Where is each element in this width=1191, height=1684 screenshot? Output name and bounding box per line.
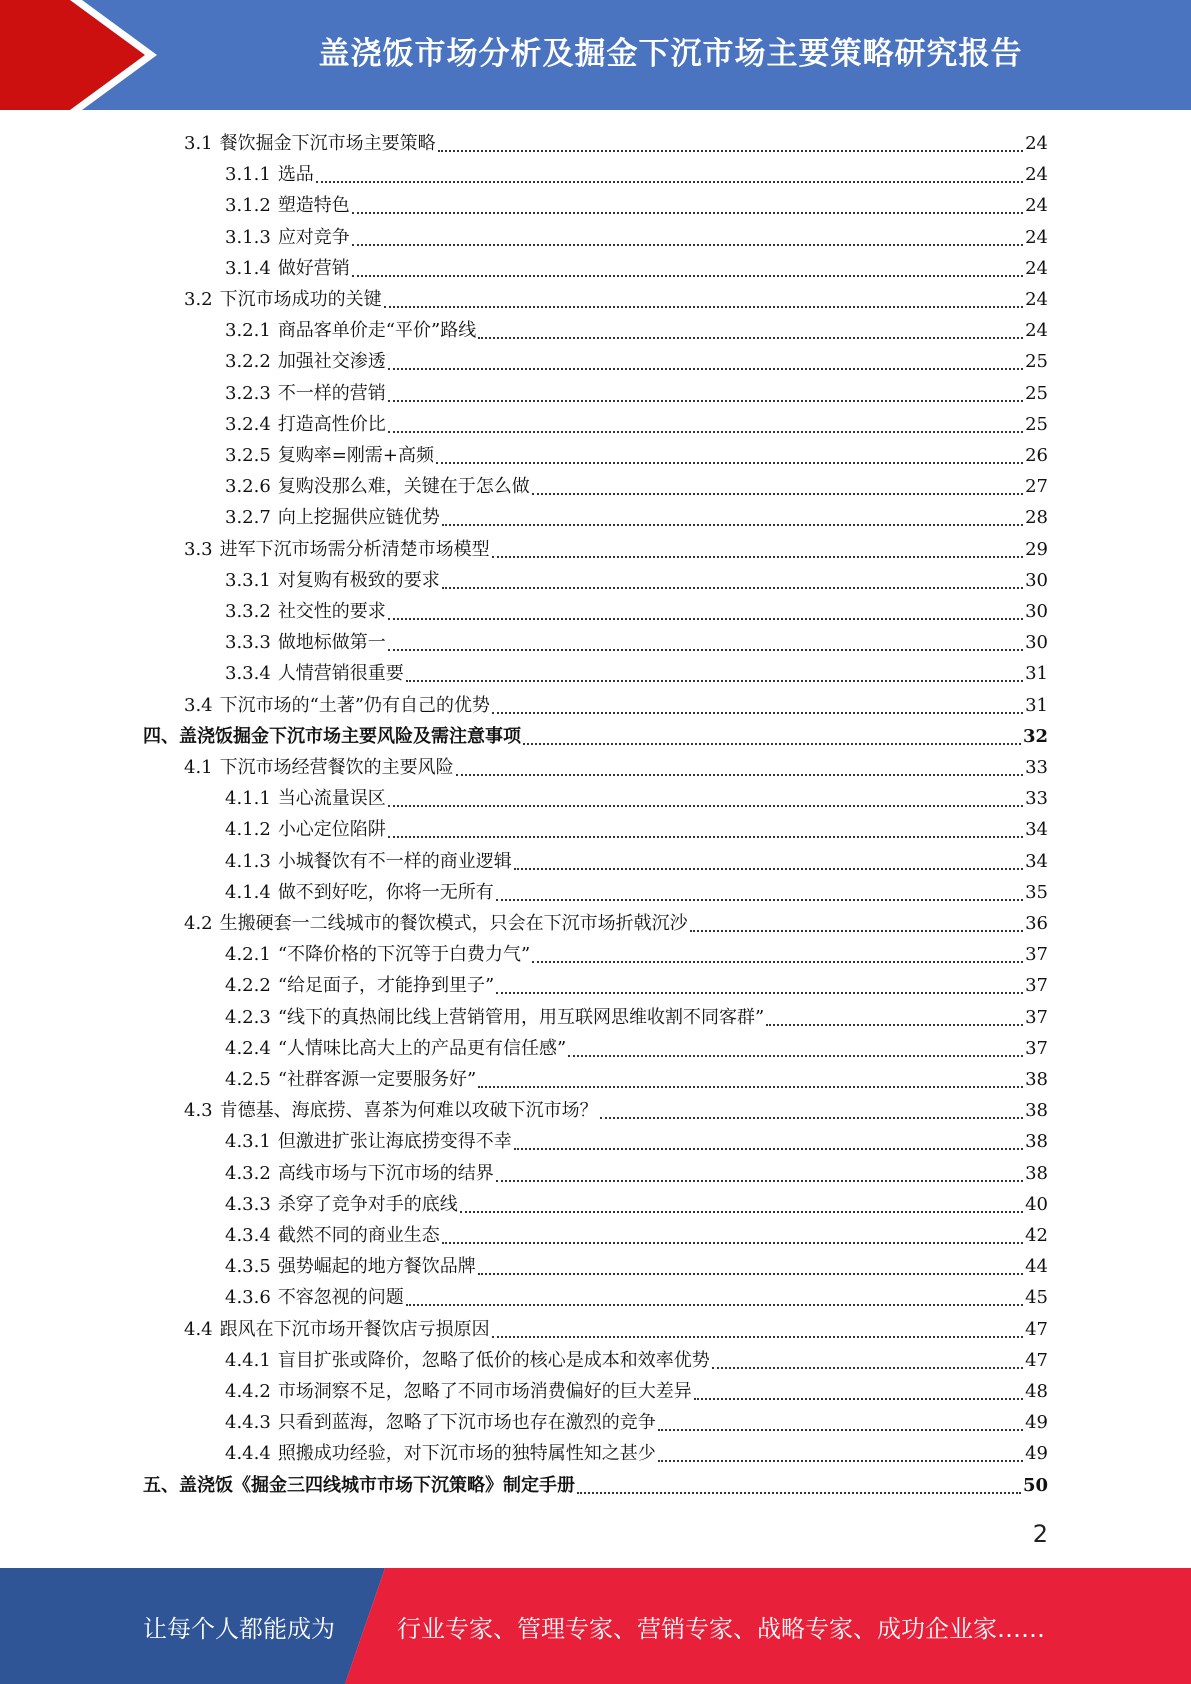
toc-dot-leader [388,399,1023,402]
toc-entry-title: 但激进扩张让海底捞变得不幸 [277,1131,512,1153]
toc-entry-number: 3.2.4 [225,413,271,435]
toc-entry-number: 4.3.1 [225,1131,271,1153]
toc-entry-title: 盲目扩张或降价，忽略了低价的核心是成本和效率优势 [277,1349,710,1371]
toc-entry-page: 49 [1025,1443,1048,1465]
toc-entry-title: 复购率=刚需+高频 [277,445,434,466]
toc-entry-number: 3.3.2 [225,601,271,622]
report-title: 盖浇饭市场分析及掘金下沉市场主要策略研究报告 [318,35,1023,72]
toc-entry[interactable] [225,222,1048,253]
toc-entry-number: 4.2.4 [225,1037,271,1059]
toc-entry-title: “人情味比高大上的产品更有信任感” [277,1037,567,1059]
toc-entry-title: 应对竞争 [277,226,350,248]
toc-entry-page: 44 [1025,1256,1048,1278]
toc-entry-number: 3.1 [184,133,213,154]
toc-entry-title: “给足面子，才能挣到里子” [277,975,495,997]
toc-dot-leader [352,211,1023,214]
toc-dot-leader [316,180,1023,183]
toc-dot-leader [532,492,1023,495]
toc-entry-page: 24 [1025,320,1048,342]
toc-entry-number: 3.2 [184,289,213,310]
toc-dot-leader [492,1335,1023,1338]
toc-entry[interactable] [225,1376,1048,1407]
toc-entry[interactable] [184,128,1048,159]
toc-entry-title: 商品客单价走“平价”路线 [277,320,477,342]
toc-entry[interactable] [225,1033,1048,1064]
toc-entry-number: 4.1 [184,757,213,778]
toc-entry-title: 五、盖浇饭《掘金三四线城市市场下沉策略》制定手册 [143,1474,575,1496]
toc-entry-title: 截然不同的商业生态 [277,1225,440,1246]
toc-dot-leader [388,648,1023,651]
toc-entry[interactable] [225,970,1048,1001]
toc-dot-leader [690,929,1023,932]
toc-entry-page: 38 [1025,1069,1048,1090]
toc-entry-page: 24 [1025,257,1048,279]
toc-entry-page: 33 [1025,757,1048,778]
toc-entry-page: 36 [1025,913,1048,934]
toc-entry-page: 28 [1025,507,1048,529]
toc-entry-title: “线下的真热闹比线上营销管用，用互联网思维收割不同客群” [277,1006,765,1028]
toc-entry[interactable] [225,346,1048,377]
toc-dot-leader [352,243,1023,246]
toc-entry-page: 42 [1025,1225,1048,1246]
toc-entry-page: 37 [1025,975,1048,997]
toc-entry[interactable] [225,627,1048,658]
toc-entry-page: 24 [1025,289,1048,310]
toc-entry-number: 3.1.4 [225,257,271,279]
toc-entry[interactable] [184,690,1048,721]
toc-entry-number: 4.2.5 [225,1069,271,1090]
toc-entry[interactable] [225,190,1048,221]
toc-entry-number: 3.3.3 [225,632,271,654]
toc-entry-number: 3.1.1 [225,164,271,186]
toc-dot-leader [388,430,1023,433]
toc-entry-page: 38 [1025,1100,1048,1122]
toc-entry-page: 30 [1025,569,1048,591]
toc-dot-leader [694,1397,1023,1400]
toc-entry-title: 下沉市场经营餐饮的主要风险 [219,757,454,778]
toc-entry-title: 不容忽视的问题 [277,1287,404,1309]
toc-entry-title: 下沉市场的“土著”仍有自己的优势 [219,694,491,716]
toc-dot-leader [577,1491,1021,1494]
toc-entry[interactable] [225,159,1048,190]
toc-entry-number: 4.1.4 [225,881,271,903]
toc-entry-page: 31 [1025,694,1048,716]
toc-entry-title: 四、盖浇饭掘金下沉市场主要风险及需注意事项 [143,725,521,747]
toc-dot-leader [442,586,1023,589]
toc-entry-title: 打造高性价比 [277,413,386,435]
toc-entry-page: 49 [1025,1412,1048,1434]
toc-dot-leader [352,274,1023,277]
toc-entry-title: 只看到蓝海，忽略了下沉市场也存在激烈的竞争 [277,1412,656,1434]
toc-entry-page: 27 [1025,476,1048,498]
toc-entry-title: 杀穿了竞争对手的底线 [277,1193,458,1215]
toc-entry-title: “不降价格的下沉等于白费力气” [277,944,531,966]
toc-entry[interactable] [225,253,1048,284]
toc-entry-page: 30 [1025,632,1048,654]
toc-entry[interactable] [143,1470,1048,1501]
toc-dot-leader [384,305,1023,308]
toc-entry-title: 小城餐饮有不一样的商业逻辑 [277,850,512,872]
toc-dot-leader [496,1179,1023,1182]
toc-entry-number: 4.4 [184,1318,213,1340]
toc-dot-leader [492,555,1023,558]
toc-entry[interactable] [225,1002,1048,1033]
toc-entry[interactable] [184,284,1048,315]
toc-entry-title: 下沉市场成功的关键 [219,289,382,310]
toc-entry-page: 25 [1025,413,1048,435]
toc-entry[interactable] [225,1251,1048,1282]
toc-entry-number: 3.1.2 [225,195,271,217]
toc-entry-number: 4.4.4 [225,1443,271,1465]
toc-entry-number: 3.2.6 [225,476,271,498]
toc-dot-leader [766,1023,1023,1026]
toc-dot-leader [514,1147,1023,1150]
toc-entry-title: 市场洞察不足，忽略了不同市场消费偏好的巨大差异 [277,1381,692,1402]
toc-entry-page: 24 [1025,164,1048,186]
toc-entry[interactable] [225,1158,1048,1189]
toc-entry-number: 4.1.2 [225,819,271,841]
toc-entry[interactable] [225,1407,1048,1438]
toc-entry-title: 照搬成功经验，对下沉市场的独特属性知之甚少 [277,1443,656,1465]
toc-entry-number: 4.2.3 [225,1006,271,1028]
toc-entry-page: 40 [1025,1193,1048,1215]
toc-dot-leader [523,742,1021,745]
toc-dot-leader [460,1210,1023,1213]
toc-entry-number: 4.3 [184,1100,213,1122]
toc-entry-title: 做不到好吃，你将一无所有 [277,881,494,903]
toc-dot-leader [658,1428,1023,1431]
toc-entry-page: 29 [1025,538,1048,560]
toc-entry-title: 复购没那么难，关键在于怎么做 [277,476,530,498]
toc-entry-page: 25 [1025,382,1048,404]
toc-entry-number: 4.1.1 [225,788,271,810]
toc-entry-title: 做地标做第一 [277,632,386,654]
toc-entry-page: 25 [1025,351,1048,373]
toc-entry-number: 3.3.1 [225,569,271,591]
toc-dot-leader [388,367,1023,370]
toc-entry-title: “社群客源一定要服务好” [277,1069,477,1090]
toc-entry-title: 肯德基、海底捞、喜茶为何难以攻破下沉市场？ [219,1100,598,1122]
toc-entry-page: 50 [1022,1474,1048,1496]
toc-entry[interactable] [225,846,1048,877]
toc-entry[interactable] [225,440,1048,471]
toc-dot-leader [388,835,1023,838]
toc-entry-number: 4.2.2 [225,975,271,997]
toc-entry[interactable] [225,596,1048,627]
toc-entry[interactable] [225,783,1048,814]
toc-entry[interactable] [225,378,1048,409]
toc-entry-title: 餐饮掘金下沉市场主要策略 [219,133,436,154]
toc-entry-title: 强势崛起的地方餐饮品牌 [277,1256,476,1278]
toc-dot-leader [496,991,1023,994]
toc-entry[interactable] [225,1282,1048,1313]
toc-entry-page: 32 [1022,725,1048,747]
toc-entry[interactable] [225,471,1048,502]
toc-dot-leader [406,679,1023,682]
toc-entry-number: 3.2.5 [225,445,271,466]
toc-entry[interactable] [184,752,1048,783]
toc-entry[interactable] [225,409,1048,440]
toc-dot-leader [478,336,1023,339]
toc-entry[interactable] [225,1345,1048,1376]
toc-dot-leader [438,149,1023,152]
toc-entry-number: 4.3.2 [225,1162,271,1184]
toc-entry-number: 4.3.6 [225,1287,271,1309]
toc-entry-number: 3.1.3 [225,226,271,248]
toc-entry-number: 4.2.1 [225,944,271,966]
toc-entry-number: 3.2.3 [225,382,271,404]
toc-dot-leader [388,617,1023,620]
toc-entry-number: 3.2.7 [225,507,271,529]
toc-dot-leader [478,1085,1023,1088]
toc-entry-page: 34 [1025,850,1048,872]
toc-entry[interactable] [225,1126,1048,1157]
toc-entry-number: 3.3 [184,538,213,560]
toc-entry[interactable] [143,721,1048,752]
toc-entry-title: 当心流量误区 [277,788,386,810]
toc-entry[interactable] [184,1314,1048,1345]
toc-entry-title: 向上挖掘供应链优势 [277,507,440,529]
toc-entry-number: 3.2.2 [225,351,271,373]
toc-entry-title: 生搬硬套一二线城市的餐饮模式，只会在下沉市场折戟沉沙 [219,913,688,934]
toc-entry-page: 31 [1025,663,1048,685]
toc-entry[interactable] [225,1438,1048,1469]
toc-entry[interactable] [225,1220,1048,1251]
page-footer [0,1568,1191,1684]
toc-dot-leader [442,523,1023,526]
toc-entry-number: 4.4.2 [225,1381,271,1402]
toc-entry[interactable] [225,1064,1048,1095]
toc-entry-title: 加强社交渗透 [277,351,386,373]
toc-dot-leader [658,1459,1023,1462]
toc-entry-title: 塑造特色 [277,195,350,217]
toc-entry-page: 37 [1025,944,1048,966]
toc-dot-leader [568,1054,1023,1057]
toc-entry-page: 30 [1025,601,1048,622]
toc-dot-leader [514,867,1023,870]
toc-entry-page: 45 [1025,1287,1048,1309]
page-header [0,0,1191,110]
footer-slogan: 让每个人都能成为 [143,1614,335,1643]
toc-entry-page: 24 [1025,195,1048,217]
toc-dot-leader [436,461,1023,464]
toc-entry-number: 4.3.5 [225,1256,271,1278]
toc-entry-page: 37 [1025,1037,1048,1059]
toc-entry[interactable] [225,814,1048,845]
toc-entry-title: 跟风在下沉市场开餐饮店亏损原因 [219,1318,490,1340]
toc-entry-page: 35 [1025,881,1048,903]
footer-roles: 行业专家、管理专家、营销专家、战略专家、成功企业家…… [397,1614,1045,1643]
toc-dot-leader [478,1272,1023,1275]
toc-entry-title: 选品 [277,164,314,186]
toc-entry[interactable] [184,534,1048,565]
toc-entry-title: 对复购有极致的要求 [277,569,440,591]
toc-entry-number: 3.2.1 [225,320,271,342]
toc-entry-page: 24 [1025,133,1048,154]
toc-entry[interactable] [225,315,1048,346]
toc-dot-leader [532,960,1023,963]
toc-entry-title: 高线市场与下沉市场的结界 [277,1162,494,1184]
toc-dot-leader [492,711,1023,714]
toc-dot-leader [406,1303,1023,1306]
toc-dot-leader [456,773,1023,776]
toc-entry[interactable] [225,877,1048,908]
toc-entry-number: 4.2 [184,913,213,934]
toc-entry[interactable] [225,502,1048,533]
toc-entry[interactable] [225,1189,1048,1220]
toc-entry-title: 人情营销很重要 [277,663,404,685]
toc-entry-number: 4.3.4 [225,1225,271,1246]
toc-entry-page: 34 [1025,819,1048,841]
toc-entry-title: 做好营销 [277,257,350,279]
toc-dot-leader [496,898,1023,901]
toc-entry-page: 26 [1025,445,1048,466]
toc-entry-page: 38 [1025,1131,1048,1153]
toc-entry-number: 4.3.3 [225,1193,271,1215]
toc-entry-title: 小心定位陷阱 [277,819,386,841]
toc-entry-title: 不一样的营销 [277,382,386,404]
toc-entry[interactable] [225,565,1048,596]
toc-dot-leader [388,804,1023,807]
toc-entry-page: 48 [1025,1381,1048,1402]
toc-entry-title: 社交性的要求 [277,601,386,622]
toc-entry[interactable] [184,908,1048,939]
toc-entry[interactable] [184,1095,1048,1126]
toc-entry-page: 24 [1025,226,1048,248]
toc-entry-number: 4.4.3 [225,1412,271,1434]
toc-entry-page: 33 [1025,788,1048,810]
toc-entry-page: 47 [1025,1349,1048,1371]
toc-entry[interactable] [225,939,1048,970]
toc-entry-title: 进军下沉市场需分析清楚市场模型 [219,538,490,560]
toc-dot-leader [442,1241,1023,1244]
toc-entry-page: 38 [1025,1162,1048,1184]
toc-dot-leader [712,1366,1023,1369]
page-number: 2 [1032,1520,1048,1548]
toc-entry-number: 3.3.4 [225,663,271,685]
toc-entry-page: 37 [1025,1006,1048,1028]
toc-entry-page: 47 [1025,1318,1048,1340]
toc-entry-number: 3.4 [184,694,213,716]
toc-entry-number: 4.1.3 [225,850,271,872]
toc-dot-leader [600,1116,1023,1119]
toc-entry-number: 4.4.1 [225,1349,271,1371]
toc-entry[interactable] [225,658,1048,689]
